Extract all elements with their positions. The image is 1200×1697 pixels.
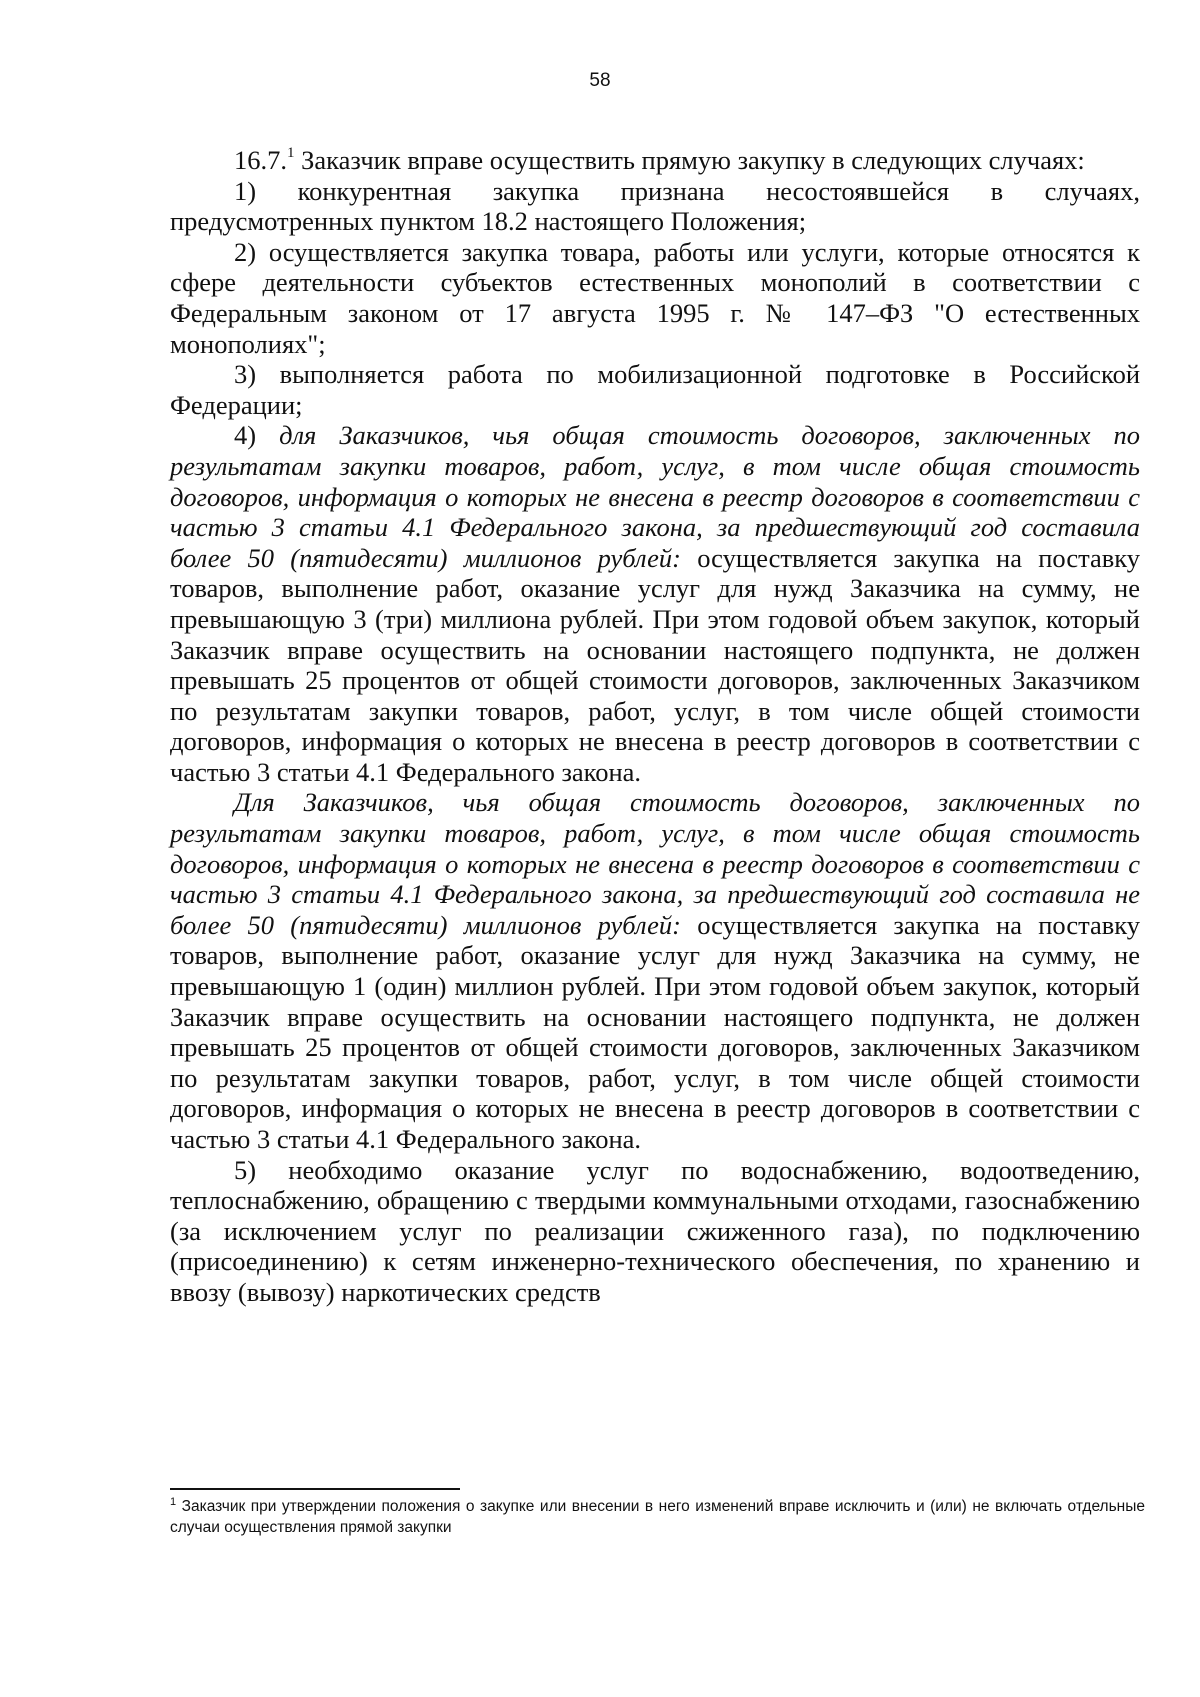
item-1: 1) конкурентная закупка признана несостоявшейся в случаях, предусмотренных пунктом 18.2 настоящего Положения; [170, 175, 1140, 237]
item-4-text: осуществляется закупка на поставку товаров, выполнение работ, оказание услуг для нужд Заказчика на сумму, не превышающую 3 (три) миллиона рублей. При этом годовой объем закупок, который Заказчик вправе осуществить на основании настоящего подпункта, не должен превышать 25 процентов от общей стоимости договоров, заключенных Заказчиком по результатам закупки товаров, работ, услуг, в том числе общей стоимости договоров, информация о которых не внесена в реестр договоров в соответствии с частью 3 статьи 4.1 Федерального закона. [170, 542, 1141, 787]
item-4-condition: для Заказчиков, чья общая стоимость договоров, заключенных по результатам закупки товаров, работ, услуг, в том числе общая стоимость договоров, информация о которых не внесена в реестр договоров в соответствии с частью 3 статьи 4.1 Федерального закона, за предшествующий год составила более 50 (пятидесяти) миллионов рублей: [170, 420, 1141, 573]
footnote-reference: 1 [287, 145, 295, 161]
item-3: 3) выполняется работа по мобилизационной подготовке в Российской Федерации; [170, 359, 1140, 420]
item-4-second-condition: Для Заказчиков, чья общая стоимость договоров, заключенных по результатам закупки товаров, работ, услуг, в том числе общая стоимость договоров, информация о которых не внесена в реестр договоров в соответствии с частью 3 статьи 4.1 Федерального закона, за предшествующий год составила не более 50 (пятидесяти) миллионов рублей: [170, 787, 1140, 940]
footnote [170, 1496, 1145, 1538]
clause-16-7-heading [170, 145, 1140, 176]
footnote-divider [170, 1488, 460, 1490]
item-4-second-paragraph [170, 787, 1140, 1154]
page-number: 58 [589, 70, 611, 91]
clause-number: 16.7. [234, 145, 287, 175]
item-4-second-text: осуществляется закупка на поставку товаров, выполнение работ, оказание услуг для нужд Заказчика на сумму, не превышающую 1 (один) миллион рублей. При этом годовой объем закупок, который Заказчик вправе осуществить на основании настоящего подпункта, не должен превышать 25 процентов от общей стоимости договоров, заключенных Заказчиком по результатам закупки товаров, работ, услуг, в том числе общей стоимости договоров, информация о которых не внесена в реестр договоров в соответствии с частью 3 статьи 4.1 Федерального закона. [170, 909, 1141, 1154]
document-body [170, 145, 1140, 1308]
item-4 [170, 420, 1140, 787]
item-5: 5) необходимо оказание услуг по водоснабжению, водоотведению, теплоснабжению, обращению с твердыми коммунальными отходами, газоснабжению (за исключением услуг по реализации сжиженного газа), по подключению (присоединению) к сетям инженерно-технического обеспечения, по хранению и ввозу (вывозу) наркотических средств [170, 1154, 1140, 1307]
clause-text: Заказчик вправе осуществить прямую закупку в следующих случаях: [294, 145, 1085, 175]
footnote-mark: 1 [170, 1496, 177, 1508]
item-4-number: 4) [234, 420, 280, 451]
footnote-text: Заказчик при утверждении положения о закупке или внесении в него изменений вправе исключить и (или) не включать отдельные случаи осуществления прямой закупки [170, 1498, 1145, 1536]
item-2: 2) осуществляется закупка товара, работы или услуги, которые относятся к сфере деятельности субъектов естественных монополий в соответствии с Федеральным законом от 17 августа 1995 г. № 147–ФЗ "О естественных монополиях"; [170, 236, 1140, 359]
